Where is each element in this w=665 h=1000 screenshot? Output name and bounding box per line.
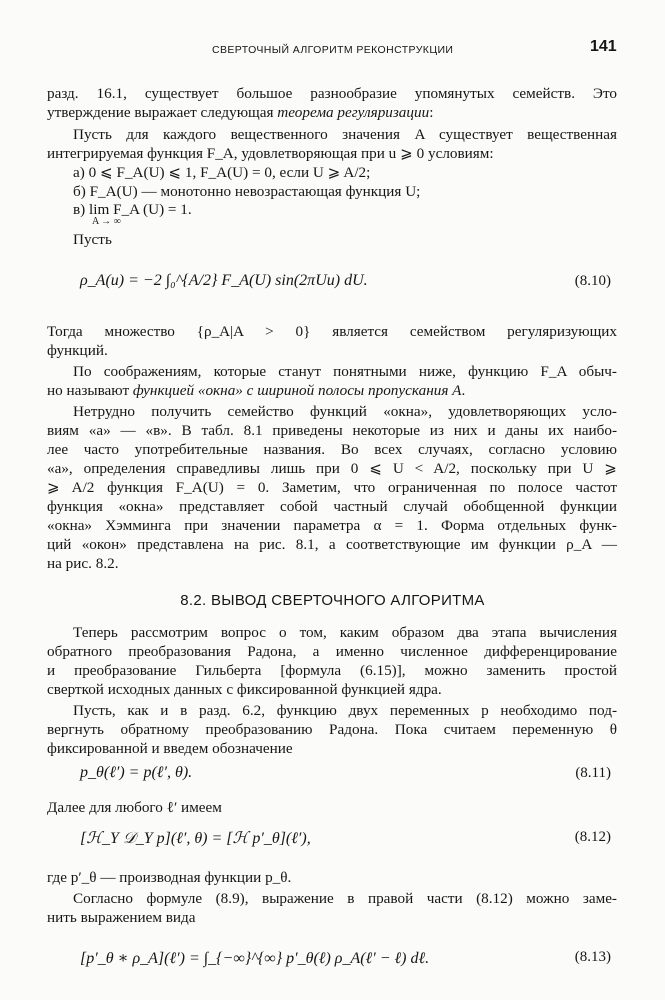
text-line: Тогда множество {ρ_A|A > 0} является семейством регуляризующих — [47, 323, 617, 340]
page-number: 141 — [590, 38, 617, 55]
equation-expression: ρ_A(u) = −2 ∫₀^{A/2} F_A(U) sin(2πUu) dU. — [80, 272, 368, 289]
text-line: Теперь рассмотрим вопрос о том, каким образом два этапа вычисления — [73, 624, 617, 641]
condition-a: а) 0 ⩽ F_A(U) ⩽ 1, F_A(U) = 0, если U ⩾ A/2; — [73, 164, 371, 181]
text-line: разд. 16.1, существует большое разнообразие упомянутых семейств. Это — [47, 85, 617, 102]
text-line: «окна» Хэмминга при значении параметра α = 1. Форма отдельных функ- — [47, 517, 617, 534]
text-line: ⩾ A/2 функция F_A(U) = 0. Заметим, что ограниченная по полосе частот — [47, 479, 617, 496]
text-line: обратного преобразования Радона, а именно численное дифференцирование — [47, 643, 617, 660]
text-line: Согласно формуле (8.9), выражение в правой части (8.12) можно заме- — [73, 890, 617, 907]
text-line: фиксированной и введем обозначение — [47, 740, 293, 757]
equation-number: (8.12) — [574, 829, 611, 845]
text-line: и преобразование Гильберта [формула (6.15)], можно заменить простой — [47, 662, 617, 679]
text-line: функция «окна» представляет собой частный случай обобщенной функции — [47, 498, 617, 515]
equation-8-13 — [80, 944, 617, 974]
page-header — [0, 38, 665, 60]
text-line: Пусть для каждого вещественного значения A существует вещественная — [73, 126, 617, 143]
text-line: на рис. 8.2. — [47, 555, 119, 572]
text-line: виям «а» — «в». В табл. 8.1 приведены некоторые из них и даны их наибо- — [47, 422, 617, 439]
text-line: Пусть, как и в разд. 6.2, функцию двух переменных p необходимо под- — [73, 702, 617, 719]
limit-subscript: A → ∞ — [92, 216, 121, 227]
text-line: функций. — [47, 342, 108, 359]
text-line: Пусть — [73, 231, 112, 248]
text-line: ций «окон» представлена на рис. 8.1, а соответствующие им функции ρ_A — — [47, 536, 617, 553]
text-line: где p′_θ — производная функции p_θ. — [47, 869, 292, 886]
equation-expression: [p′_θ ∗ ρ_A](ℓ′) = ∫_{−∞}^{∞} p′_θ(ℓ) ρ_A(ℓ′ − ℓ) dℓ. — [80, 950, 430, 967]
text-line: но называют функцией «окна» с шириной полосы пропускания A. — [47, 382, 466, 399]
text-line: нить выражением вида — [47, 909, 196, 926]
equation-expression: [ℋ_Y 𝒟_Y p](ℓ′, θ) = [ℋ p′_θ](ℓ′), — [80, 830, 311, 847]
text-line: вергнуть обратному преобразованию Радона. Пока считаем переменную θ — [47, 721, 617, 738]
text-line: утверждение выражает следующая теорема регуляризации: — [47, 104, 434, 121]
equation-number: (8.11) — [575, 765, 611, 781]
equation-8-10 — [80, 268, 617, 298]
text-line: сверткой исходных данных с фиксированной функцией ядра. — [47, 681, 442, 698]
text-line: лее часто употребительные названия. Во всех случаях, согласно условию — [47, 441, 617, 458]
equation-expression: p_θ(ℓ′) = p(ℓ′, θ). — [80, 764, 193, 781]
section-heading: 8.2. ВЫВОД СВЕРТОЧНОГО АЛГОРИТМА — [180, 592, 485, 609]
equation-number: (8.10) — [574, 273, 611, 289]
text-line: интегрируемая функция F_A, удовлетворяющая при u ⩾ 0 условиям: — [47, 145, 494, 162]
text-line: По соображениям, которые станут понятными ниже, функцию F_A обыч- — [73, 363, 617, 380]
text-line: Далее для любого ℓ′ имеем — [47, 799, 222, 816]
running-title: СВЕРТОЧНЫЙ АЛГОРИТМ РЕКОНСТРУКЦИИ — [212, 44, 454, 56]
condition-c: в) lim F_A (U) = 1. — [73, 201, 192, 218]
equation-8-12 — [80, 824, 617, 854]
text-line: Нетрудно получить семейство функций «окна», удовлетворяющих усло- — [73, 403, 617, 420]
equation-number: (8.13) — [574, 949, 611, 965]
condition-b: б) F_A(U) — монотонно невозрастающая функция U; — [73, 183, 421, 200]
equation-8-11 — [80, 760, 617, 790]
text-line: «а», определения справедливы лишь при 0 ⩽ U < A/2, поскольку при U ⩾ — [47, 460, 617, 477]
